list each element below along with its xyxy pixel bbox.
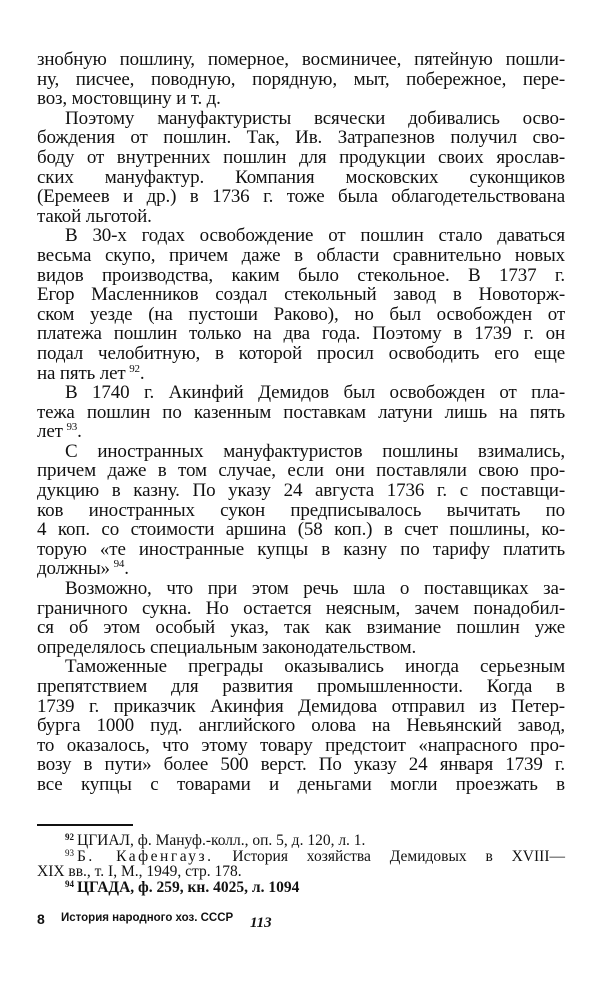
text-line: [37, 403, 565, 423]
text-line: [37, 305, 565, 325]
footnote-reference: 92: [129, 362, 140, 375]
text-line: [37, 246, 565, 266]
footnote-reference: 94: [113, 558, 125, 571]
text-line-content: бождения от пошлин. Так, Ив. Затрапезнов получил сво-: [37, 127, 565, 149]
text-line: [37, 481, 565, 501]
text-line: [37, 520, 565, 540]
text-line: [37, 638, 565, 658]
footnote-marker: 92: [65, 832, 74, 842]
text-line: [37, 266, 565, 286]
footnote-text: ЦГАДА, ф. 259, кн. 4025, л. 1094: [77, 878, 300, 896]
footnote-94: [37, 880, 565, 896]
text-line-content: Поэтому мануфактуристы всячески добивались осво-: [65, 107, 565, 129]
page-footer: [37, 909, 565, 939]
text-line: [37, 579, 565, 599]
text-line-content: платежа пошлин только на два года. Поэтому в 1739 г. он: [37, 323, 565, 345]
footnote-text: ЦГИАЛ, ф. Мануф.-колл., оп. 5, д. 120, л. 1.: [77, 832, 366, 849]
text-line: [37, 736, 565, 756]
text-line: [37, 168, 565, 188]
text-line: [37, 657, 565, 677]
text-line-content: ся об этом особый указ, так как взимание пошлин уже: [37, 617, 565, 639]
footnote-marker: 94: [65, 878, 74, 889]
text-line-content: В 1740 г. Акинфий Демидов был освобожден от пла-: [65, 382, 565, 404]
text-line: [37, 716, 565, 736]
text-line-content: боду от внутренних пошлин для продукции своих ярослав-: [37, 146, 565, 168]
footnotes: [37, 833, 565, 895]
text-line-content: видов производства, каким было стекольное. В 1737 г.: [37, 264, 565, 286]
footnote-93-continuation: XIX вв., т. I, М., 1949, стр. 178.: [37, 863, 242, 880]
text-line-content: 1739 г. приказчик Акинфия Демидова отправил из Петер-: [37, 695, 565, 717]
text-line: [37, 540, 565, 560]
text-line-content: торую «те иностранные купцы в казну по тарифу платить: [37, 538, 565, 560]
text-line-content: воз, мостовщину и т. д.: [37, 88, 221, 110]
footnote-divider: [37, 824, 133, 826]
text-line: [37, 70, 565, 90]
text-line-content: ском уезде (на пустоши Раково), но был освобожден от: [37, 303, 565, 325]
text-line: [37, 677, 565, 697]
text-line-content: ков иностранных сукон предписывалось вычитать по: [37, 499, 565, 521]
text-line: [37, 187, 565, 207]
text-line: [37, 364, 565, 384]
text-line: [37, 226, 565, 246]
text-line-content: подал челобитную, в которой просил освободить его еще: [37, 342, 565, 364]
text-line: [37, 775, 565, 795]
text-line: [37, 344, 565, 364]
text-line-content: препятствием для развития промышленности. Когда в: [37, 676, 565, 697]
text-line-content: такой льготой.: [37, 205, 152, 227]
text-line: [37, 618, 565, 638]
text-line-content: Егор Масленников создал стекольный завод в Новоторж-: [37, 284, 565, 306]
page-number: 113: [250, 915, 272, 931]
text-line: [37, 383, 565, 403]
text-line: [37, 50, 565, 70]
text-line: [37, 442, 565, 462]
text-line: [37, 755, 565, 775]
footnote-92: [37, 833, 565, 849]
punctuation: .: [124, 558, 129, 580]
text-line-content: Возможно, что при этом речь шла о поставщиках за-: [65, 578, 565, 600]
text-line: [37, 501, 565, 521]
text-line: [37, 109, 565, 129]
text-line: [37, 697, 565, 717]
text-line: [37, 422, 565, 442]
text-line-content: должны»: [37, 558, 110, 580]
text-line: [37, 128, 565, 148]
text-line: [37, 285, 565, 305]
text-line-content: определялось специальным законодательством.: [37, 636, 417, 658]
main-text: [37, 50, 565, 795]
footnote-text: История хозяйства Демидовых в XVIII—: [213, 847, 565, 865]
text-line: [37, 324, 565, 344]
text-line-content: причем даже в том случае, если они поставляли свою про-: [37, 460, 565, 482]
text-line-content: лет: [37, 421, 63, 443]
text-line: [37, 599, 565, 619]
text-line: [37, 148, 565, 168]
text-line-content: то оказалось, что этому товару предстоит «напрасного про-: [37, 734, 565, 756]
text-line-content: В 30-х годах освобождение от пошлин стало даваться: [65, 225, 565, 247]
text-line-content: Таможенные преграды оказывались иногда серьезным: [65, 656, 565, 678]
text-line: [37, 89, 565, 109]
footnote-reference: 93: [66, 421, 78, 434]
text-line-content: все купцы с товарами и деньгами могли проезжать в: [37, 773, 565, 795]
text-line: [37, 559, 565, 579]
footnote-93: [37, 849, 565, 865]
text-line-content: знобную пошлину, померное, восминичее, пятейную пошли-: [37, 49, 565, 70]
text-line-content: тежа пошлин по казенным поставкам латуни лишь на пять: [37, 401, 565, 423]
footnote-marker: 93: [65, 847, 74, 858]
text-line-content: дукцию в казну. По указу 24 августа 1736 г. с поставщи-: [37, 480, 565, 502]
text-line-content: возу в пути» более 500 верст. По указу 24 января 1739 г.: [37, 754, 565, 776]
punctuation: .: [77, 421, 82, 443]
footnote-author: Б. Кафенгауз.: [77, 847, 214, 865]
text-line-content: граничного сукна. Но остается неясным, зачем понадобил-: [37, 597, 565, 619]
text-line-content: 4 коп. со стоимости аршина (58 коп.) в счет пошлины, ко-: [37, 519, 565, 541]
text-line-content: (Еремеев и др.) в 1736 г. тоже была облагодетельствована: [37, 186, 565, 208]
text-line-content: С иностранных мануфактуристов пошлины взимались,: [65, 440, 565, 462]
text-line-content: ну, писчее, поводную, порядную, мыт, побережное, пере-: [37, 68, 565, 90]
text-line: [37, 207, 565, 227]
text-line-content: на пять лет: [37, 362, 126, 384]
signature-title: История народного хоз. СССР: [61, 912, 234, 924]
text-line-content: бурга 1000 пуд. английского олова на Невьянский завод,: [37, 715, 565, 737]
signature-number: 8: [37, 911, 45, 927]
text-line-content: весьма скупо, причем даже в области сравнительно новых: [37, 244, 565, 266]
text-line: [37, 461, 565, 481]
text-line-content: ских мануфактур. Компания московских суконщиков: [37, 166, 565, 188]
punctuation: .: [139, 362, 145, 384]
